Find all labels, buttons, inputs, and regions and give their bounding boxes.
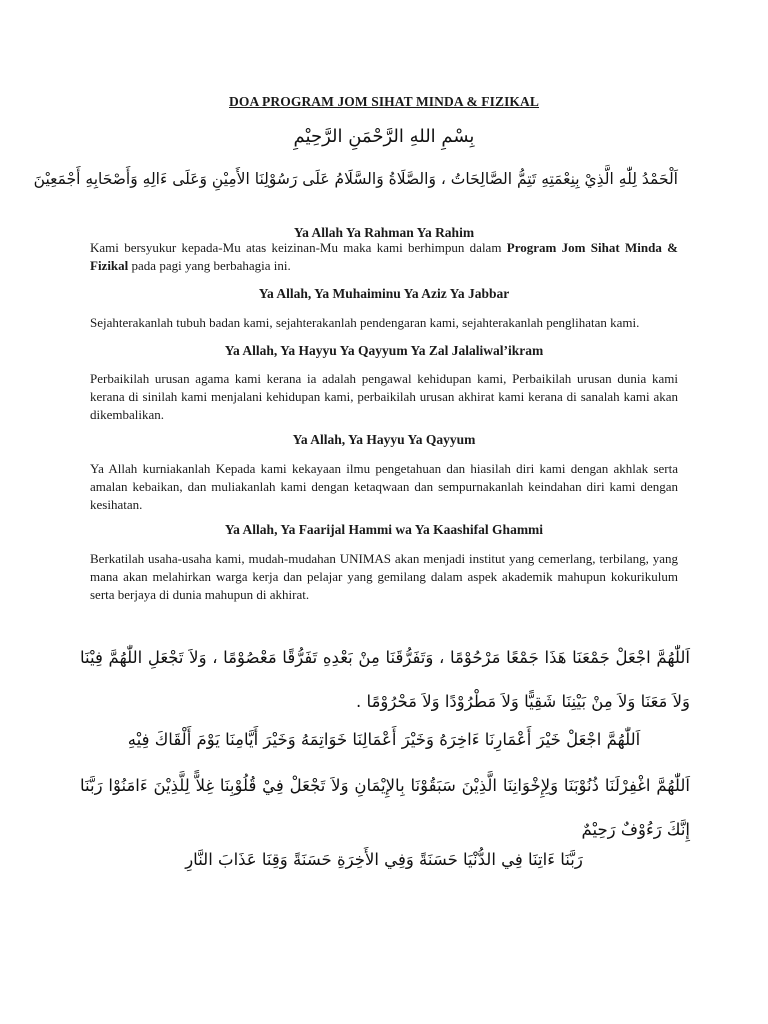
section-heading-4: Ya Allah, Ya Hayyu Ya Qayyum xyxy=(292,432,476,447)
section-paragraph-3: Perbaikilah urusan agama kami kerana ia adalah pengawal kehidupan kami, Perbaikilah urusan dunia kami kerana di sinilah kami menjalani kehidupan kami, perbaikilah urusan akhirat kami kerana di sanalah kami akan dikembalikan. xyxy=(90,371,678,422)
document-title: DOA PROGRAM JOM SIHAT MINDA & FIZIKAL xyxy=(229,94,539,109)
arabic-dua-2: اَللّٰهُمَّ اجْعَلْ خَيْرَ أَعْمَارِنَا ءَاخِرَهُ وَخَيْرَ أَعْمَالِنَا خَوَاتِمَهُ وَخَيْرَ أَيَّامِنَا يَوْمَ أَلْقَاكَ فِيْهِ xyxy=(127,730,641,749)
section-paragraph-2: Sejahterakanlah tubuh badan kami, sejahterakanlah pendengaran kami, sejahterakanlah penglihatan kami. xyxy=(90,315,640,330)
section-heading-5: Ya Allah, Ya Faarijal Hammi wa Ya Kaashifal Ghammi xyxy=(224,522,544,537)
program-name: Program Jom Sihat Minda & Fizikal xyxy=(90,240,678,273)
bismillah: بِسْمِ اللهِ الرَّحْمَنِ الرَّحِيْمِ xyxy=(293,126,475,147)
section-paragraph-1 xyxy=(90,239,678,275)
hamdalah: اَلْحَمْدُ لِلّٰهِ الَّذِيْ بِنِعْمَتِهِ تَتِمُّ الصَّالِحَاتُ ، وَالصَّلَاةُ وَالسَّلَامُ عَلَى رَسُوْلِنَا الأَمِيْنِ وَعَلَى ءَالِهِ وَأَصْحَابِهِ أَجْمَعِيْنَ xyxy=(33,170,678,188)
section-text-1-start: Kami bersyukur kepada-Mu atas keizinan-Mu maka kami berhimpun dalam xyxy=(90,240,507,255)
section-heading-1: Ya Allah Ya Rahman Ya Rahim xyxy=(293,225,475,240)
arabic-dua-1: اَللّٰهُمَّ اجْعَلْ جَمْعَنَا هَذَا جَمْعًا مَرْحُوْمًا ، وَتَفَرُّقَنَا مِنْ بَعْدِهِ تَفَرُّقًا مَعْصُوْمًا ، وَلاَ تَجْعَلِ اللّٰهُمَّ فِيْنَا وَلاَ مَعَنَا وَلاَ مِنْ بَيْنِنَا شَقِيًّا وَلاَ مَطْرُوْدًا وَلاَ مَحْرُوْمًا . xyxy=(80,648,690,711)
section-text-1-end: pada pagi yang berbahagia ini. xyxy=(128,258,291,273)
section-paragraph-4: Ya Allah kurniakanlah Kepada kami kekayaan ilmu pengetahuan dan hiasilah diri kami dengan akhlak serta amalan kebaikan, dan muliakanlah kami dengan ketaqwaan dan sempurnakanlah keindahan diri kami dengan kesihatan. xyxy=(90,461,678,512)
arabic-dua-4: رَبَّنَا ءَاتِنَا فِي الدُّنْيَا حَسَنَةً وَفِي الأَخِرَةِ حَسَنَةً وَقِنَا عَذَابَ النَّارِ xyxy=(185,850,583,869)
section-paragraph-5: Berkatilah usaha-usaha kami, mudah-mudahan UNIMAS akan menjadi institut yang cemerlang, terbilang, yang mana akan melahirkan warga kerja dan pelajar yang gemilang dalam aspek akademik mahupun kokurikulum serta berjaya di dunia mahupun di akhirat. xyxy=(90,551,678,602)
section-heading-3: Ya Allah, Ya Hayyu Ya Qayyum Ya Zal Jalaliwal’ikram xyxy=(224,343,544,358)
section-heading-2: Ya Allah, Ya Muhaiminu Ya Aziz Ya Jabbar xyxy=(258,286,510,301)
arabic-dua-3: اَللّٰهُمَّ اغْفِرْلَنَا ذُنُوْبَنَا وَلِإِخْوَانِنَا الَّذِيْنَ سَبَقُوْنَا بِالإِيْمَانِ وَلاَ تَجْعَلْ فِيْ قُلُوْبِنَا غِلاًّ لِلَّذِيْنَ ءَامَنُوْا رَبَّنَا إِنَّكَ رَءُوْفٌ رَحِيْمٌ xyxy=(80,776,690,839)
document-page xyxy=(33,0,690,1024)
